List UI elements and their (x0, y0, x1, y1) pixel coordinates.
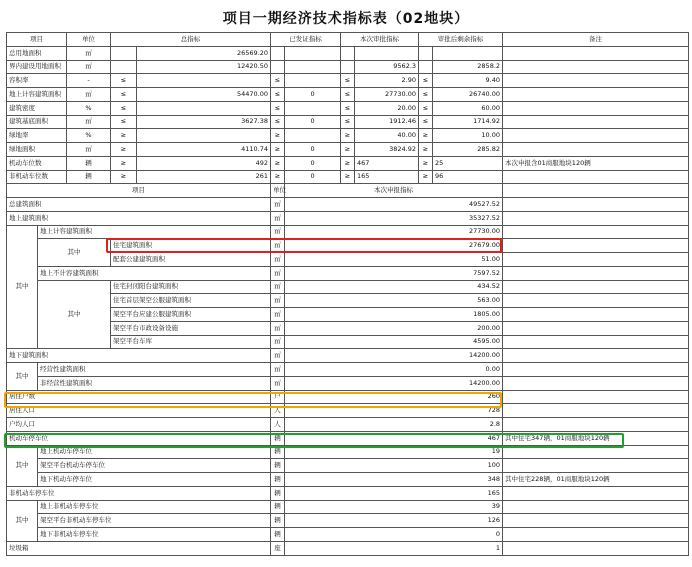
row-unit: ㎡ (67, 143, 111, 157)
value-cell: 434.52 (285, 280, 503, 294)
table-row (7, 363, 689, 377)
row-unit: % (67, 101, 111, 115)
value-cell: 200.00 (285, 321, 503, 335)
row-unit: ㎡ (67, 115, 111, 129)
unit-cell: ㎡ (271, 308, 285, 322)
sign: ≤ (419, 88, 433, 102)
row-name: 容积率 (7, 74, 67, 88)
page-title: 项目一期经济技术指标表（02地块） (222, 11, 470, 27)
sign (341, 46, 355, 60)
value-cell: 19 (285, 445, 503, 459)
sign: ≤ (111, 88, 137, 102)
row-name: 总用地面积 (7, 46, 67, 60)
row-name: 总建筑面积 (7, 198, 271, 212)
sign: ≥ (341, 129, 355, 143)
sign: ≥ (111, 143, 137, 157)
header-remaining: 审批后剩余指标 (419, 33, 503, 47)
unit-cell: 辆 (271, 500, 285, 514)
approved-value: 3824.92 (355, 143, 419, 157)
group-label: 其中 (7, 500, 38, 541)
top-data-row (7, 74, 689, 88)
table-row (7, 486, 689, 500)
value-cell: 39 (285, 500, 503, 514)
total-value (137, 129, 271, 143)
approved-value (355, 46, 419, 60)
note-cell (503, 404, 689, 418)
unit-cell: 辆 (271, 514, 285, 528)
header-total: 总指标 (111, 33, 271, 47)
issued-value: 0 (285, 143, 341, 157)
top-data-row (7, 88, 689, 102)
sign (111, 60, 137, 74)
value-cell: 728 (285, 404, 503, 418)
issued-value (285, 74, 341, 88)
sign: ≥ (419, 129, 433, 143)
note-cell: 其中住宅347辆，01商服地块120辆 (503, 431, 689, 445)
top-data-row (7, 101, 689, 115)
sign: ≤ (341, 115, 355, 129)
unit-cell: ㎡ (271, 349, 285, 363)
value-cell: 35327.52 (285, 211, 503, 225)
table-row (7, 541, 689, 555)
sign (419, 46, 433, 60)
note-cell (503, 459, 689, 473)
unit-cell: ㎡ (271, 225, 285, 239)
remaining-value: 60.00 (433, 101, 503, 115)
approved-value: 27730.00 (355, 88, 419, 102)
sign: ≤ (271, 88, 285, 102)
sign (341, 60, 355, 74)
unit-cell: 户 (271, 390, 285, 404)
note-cell (503, 239, 689, 253)
sub-header-row (7, 184, 689, 198)
remaining-value (433, 46, 503, 60)
row-name: 户均人口 (7, 418, 271, 432)
row-unit: % (67, 129, 111, 143)
subheader-unit: 单位 (271, 184, 285, 198)
remaining-value: 96 (433, 170, 503, 184)
row-name: 地上不计容建筑面积 (38, 266, 271, 280)
value-cell: 0.00 (285, 363, 503, 377)
unit-cell: ㎡ (271, 294, 285, 308)
row-name: 非经营性建筑面积 (38, 376, 271, 390)
sign (271, 46, 285, 60)
header-issued: 已发证指标 (271, 33, 341, 47)
value-cell: 14200.00 (285, 376, 503, 390)
issued-value (285, 60, 341, 74)
value-cell: 2.8 (285, 418, 503, 432)
unit-cell: ㎡ (271, 363, 285, 377)
row-name: 住宅封闭阳台建筑面积 (111, 280, 271, 294)
note-value: 本次申报含01商服地块120辆 (503, 156, 689, 170)
top-data-row (7, 129, 689, 143)
unit-cell: ㎡ (271, 321, 285, 335)
note-value (503, 101, 689, 115)
row-unit: 辆 (67, 156, 111, 170)
value-cell: 1 (285, 541, 503, 555)
total-value: 4110.74 (137, 143, 271, 157)
issued-value (285, 46, 341, 60)
unit-cell: 人 (271, 404, 285, 418)
row-name: 绿地率 (7, 129, 67, 143)
unit-cell: ㎡ (271, 239, 285, 253)
row-unit: 辆 (67, 170, 111, 184)
top-data-row (7, 170, 689, 184)
note-cell (503, 541, 689, 555)
table-row (7, 225, 689, 239)
unit-cell: ㎡ (271, 335, 285, 349)
note-cell (503, 198, 689, 212)
sign: ≤ (419, 115, 433, 129)
row-name: 架空平台市政设备设施 (111, 321, 271, 335)
remaining-value: 25 (433, 156, 503, 170)
unit-cell: 辆 (271, 486, 285, 500)
sign: ≥ (341, 170, 355, 184)
sign (419, 60, 433, 74)
sign: ≤ (341, 88, 355, 102)
remaining-value: 2858.2 (433, 60, 503, 74)
table-row (7, 459, 689, 473)
row-name: 居住人口 (7, 404, 271, 418)
per_household-row (7, 418, 689, 432)
top-data-row (7, 143, 689, 157)
value-cell: 27679.00 (285, 239, 503, 253)
highlight-households (4, 392, 502, 408)
group-label: 其中 (7, 225, 38, 349)
highlight-residential-area (106, 238, 502, 253)
note-cell (503, 376, 689, 390)
top-data-row (7, 60, 689, 74)
table-row (7, 500, 689, 514)
total-value: 3627.38 (137, 115, 271, 129)
sign: ≤ (111, 115, 137, 129)
top-header-row (7, 33, 689, 47)
sign: ≥ (419, 156, 433, 170)
group-label: 其中 (38, 280, 111, 349)
table-row (7, 514, 689, 528)
total-value: 54470.00 (137, 88, 271, 102)
sign: ≤ (111, 74, 137, 88)
highlight-motor-parking (4, 433, 624, 448)
subheader-item: 项目 (7, 184, 271, 198)
sign: ≤ (419, 101, 433, 115)
row-name: 架空平台车库 (111, 335, 271, 349)
sign: ≥ (419, 143, 433, 157)
top-data-row (7, 46, 689, 60)
value-cell: 563.00 (285, 294, 503, 308)
unit-cell: ㎡ (271, 211, 285, 225)
value-cell: 49527.52 (285, 198, 503, 212)
top-data-row (7, 115, 689, 129)
note-cell (503, 528, 689, 542)
approved-value: 20.00 (355, 101, 419, 115)
table-row (7, 349, 689, 363)
sign: ≥ (111, 170, 137, 184)
total-value: 12420.50 (137, 60, 271, 74)
approved-value: 467 (355, 156, 419, 170)
row-name: 绿地面积 (7, 143, 67, 157)
value-cell: 7597.52 (285, 266, 503, 280)
row-name: 配套公建建筑面积 (111, 253, 271, 267)
remaining-value: 9.40 (433, 74, 503, 88)
remaining-value: 1714.92 (433, 115, 503, 129)
value-cell: 1805.00 (285, 308, 503, 322)
total-value (137, 101, 271, 115)
group-label: 其中 (7, 363, 38, 391)
row-name: 机动车位数 (7, 156, 67, 170)
row-name: 非机动车位数 (7, 170, 67, 184)
sign: ≥ (111, 129, 137, 143)
issued-value (285, 129, 341, 143)
row-name: 住宅首层架空公服建筑面积 (111, 294, 271, 308)
row-name: 经营性建筑面积 (38, 363, 271, 377)
subheader-value: 本次申报指标 (285, 184, 503, 198)
unit-cell: 辆 (271, 473, 285, 487)
note-value (503, 60, 689, 74)
subheader-note (503, 184, 689, 198)
row-name: 建筑基底面积 (7, 115, 67, 129)
sign: ≥ (271, 156, 285, 170)
indicator-table (6, 32, 689, 556)
note-value (503, 74, 689, 88)
issued-value (285, 101, 341, 115)
note-value (503, 129, 689, 143)
row-name: 地下机动车停车位 (38, 473, 271, 487)
approved-value: 9562.3 (355, 60, 419, 74)
value-cell: 100 (285, 459, 503, 473)
remaining-value: 10.00 (433, 129, 503, 143)
table-row (7, 528, 689, 542)
unit-cell: 人 (271, 418, 285, 432)
value-cell: 126 (285, 514, 503, 528)
header-note: 备注 (503, 33, 689, 47)
row-name: 地下建筑面积 (7, 349, 271, 363)
remaining-value: 285.82 (433, 143, 503, 157)
value-cell: 51.00 (285, 253, 503, 267)
issued-value: 0 (285, 170, 341, 184)
value-cell: 165 (285, 486, 503, 500)
sign: ≤ (271, 101, 285, 115)
note-cell (503, 486, 689, 500)
table-row (7, 198, 689, 212)
row-name: 垃圾箱 (7, 541, 271, 555)
approved-value: 40.00 (355, 129, 419, 143)
note-cell (503, 349, 689, 363)
note-cell (503, 363, 689, 377)
row-name: 界内建设用地面积 (7, 60, 67, 74)
total-value: 26569.20 (137, 46, 271, 60)
value-cell: 0 (285, 528, 503, 542)
sign: ≤ (111, 101, 137, 115)
total-value: 492 (137, 156, 271, 170)
sign: ≤ (271, 115, 285, 129)
sign: ≤ (341, 74, 355, 88)
row-name: 地上计容建筑面积 (7, 88, 67, 102)
note-cell (503, 253, 689, 267)
row-name: 地上计容建筑面积 (38, 225, 271, 239)
sign: ≥ (271, 129, 285, 143)
value-cell: 467 (285, 431, 503, 445)
sign: ≤ (341, 101, 355, 115)
unit-cell: 辆 (271, 445, 285, 459)
sign: ≥ (271, 143, 285, 157)
row-name: 机动车停车位 (7, 431, 271, 445)
unit-cell: 座 (271, 541, 285, 555)
row-name: 建筑密度 (7, 101, 67, 115)
note-value (503, 88, 689, 102)
note-value (503, 46, 689, 60)
table-row (7, 266, 689, 280)
table-row (7, 473, 689, 487)
approved-value: 165 (355, 170, 419, 184)
sign (111, 46, 137, 60)
note-cell (503, 280, 689, 294)
note-cell (503, 418, 689, 432)
sign: ≥ (419, 170, 433, 184)
note-cell (503, 335, 689, 349)
value-cell: 27730.00 (285, 225, 503, 239)
value-cell: 4595.00 (285, 335, 503, 349)
top-data-row (7, 156, 689, 170)
unit-cell: ㎡ (271, 376, 285, 390)
unit-cell: ㎡ (271, 253, 285, 267)
row-name: 架空平台机动车停车位 (38, 459, 271, 473)
header-approved: 本次审批指标 (341, 33, 419, 47)
row-name: 住宅建筑面积 (111, 239, 271, 253)
issued-value: 0 (285, 156, 341, 170)
unit-cell: ㎡ (271, 266, 285, 280)
table-row (7, 211, 689, 225)
row-name: 架空平台非机动车停车位 (38, 514, 271, 528)
row-unit: ㎡ (67, 88, 111, 102)
sign: ≥ (341, 156, 355, 170)
value-cell: 260 (285, 390, 503, 404)
group-label: 其中 (38, 239, 111, 267)
row-unit: - (67, 74, 111, 88)
total-value: 261 (137, 170, 271, 184)
note-cell (503, 225, 689, 239)
note-value (503, 170, 689, 184)
issued-value: 0 (285, 88, 341, 102)
header-item: 项目 (7, 33, 67, 47)
unit-cell: ㎡ (271, 280, 285, 294)
note-cell (503, 390, 689, 404)
unit-cell: ㎡ (271, 198, 285, 212)
remaining-value: 26740.00 (433, 88, 503, 102)
note-cell (503, 321, 689, 335)
total-value (137, 74, 271, 88)
row-name: 非机动车停车位 (7, 486, 271, 500)
unit-cell: 辆 (271, 431, 285, 445)
row-unit: ㎡ (67, 46, 111, 60)
table-row (7, 376, 689, 390)
sign (271, 60, 285, 74)
row-name: 地上非机动车停车位 (38, 500, 271, 514)
row-name: 地下非机动车停车位 (38, 528, 271, 542)
header-unit: 单位 (67, 33, 111, 47)
value-cell: 348 (285, 473, 503, 487)
note-cell (503, 266, 689, 280)
sign: ≤ (271, 74, 285, 88)
sign: ≥ (341, 143, 355, 157)
unit-cell: 辆 (271, 459, 285, 473)
row-name: 居住户数 (7, 390, 271, 404)
note-cell (503, 308, 689, 322)
approved-value: 1912.46 (355, 115, 419, 129)
issued-value: 0 (285, 115, 341, 129)
note-cell (503, 294, 689, 308)
note-cell (503, 211, 689, 225)
unit-cell: 辆 (271, 528, 285, 542)
row-name: 架空平台应建公服建筑面积 (111, 308, 271, 322)
approved-value: 2.90 (355, 74, 419, 88)
note-value (503, 143, 689, 157)
note-cell: 其中住宅228辆，01商服地块120辆 (503, 473, 689, 487)
row-unit: ㎡ (67, 60, 111, 74)
sign: ≥ (111, 156, 137, 170)
note-cell (503, 500, 689, 514)
note-value (503, 115, 689, 129)
note-cell (503, 514, 689, 528)
row-name: 地上机动车停车位 (38, 445, 271, 459)
sign: ≤ (419, 74, 433, 88)
row-name: 地上建筑面积 (7, 211, 271, 225)
sign: ≥ (271, 170, 285, 184)
value-cell: 14200.00 (285, 349, 503, 363)
table-row (7, 280, 689, 294)
group-label: 其中 (7, 445, 38, 486)
